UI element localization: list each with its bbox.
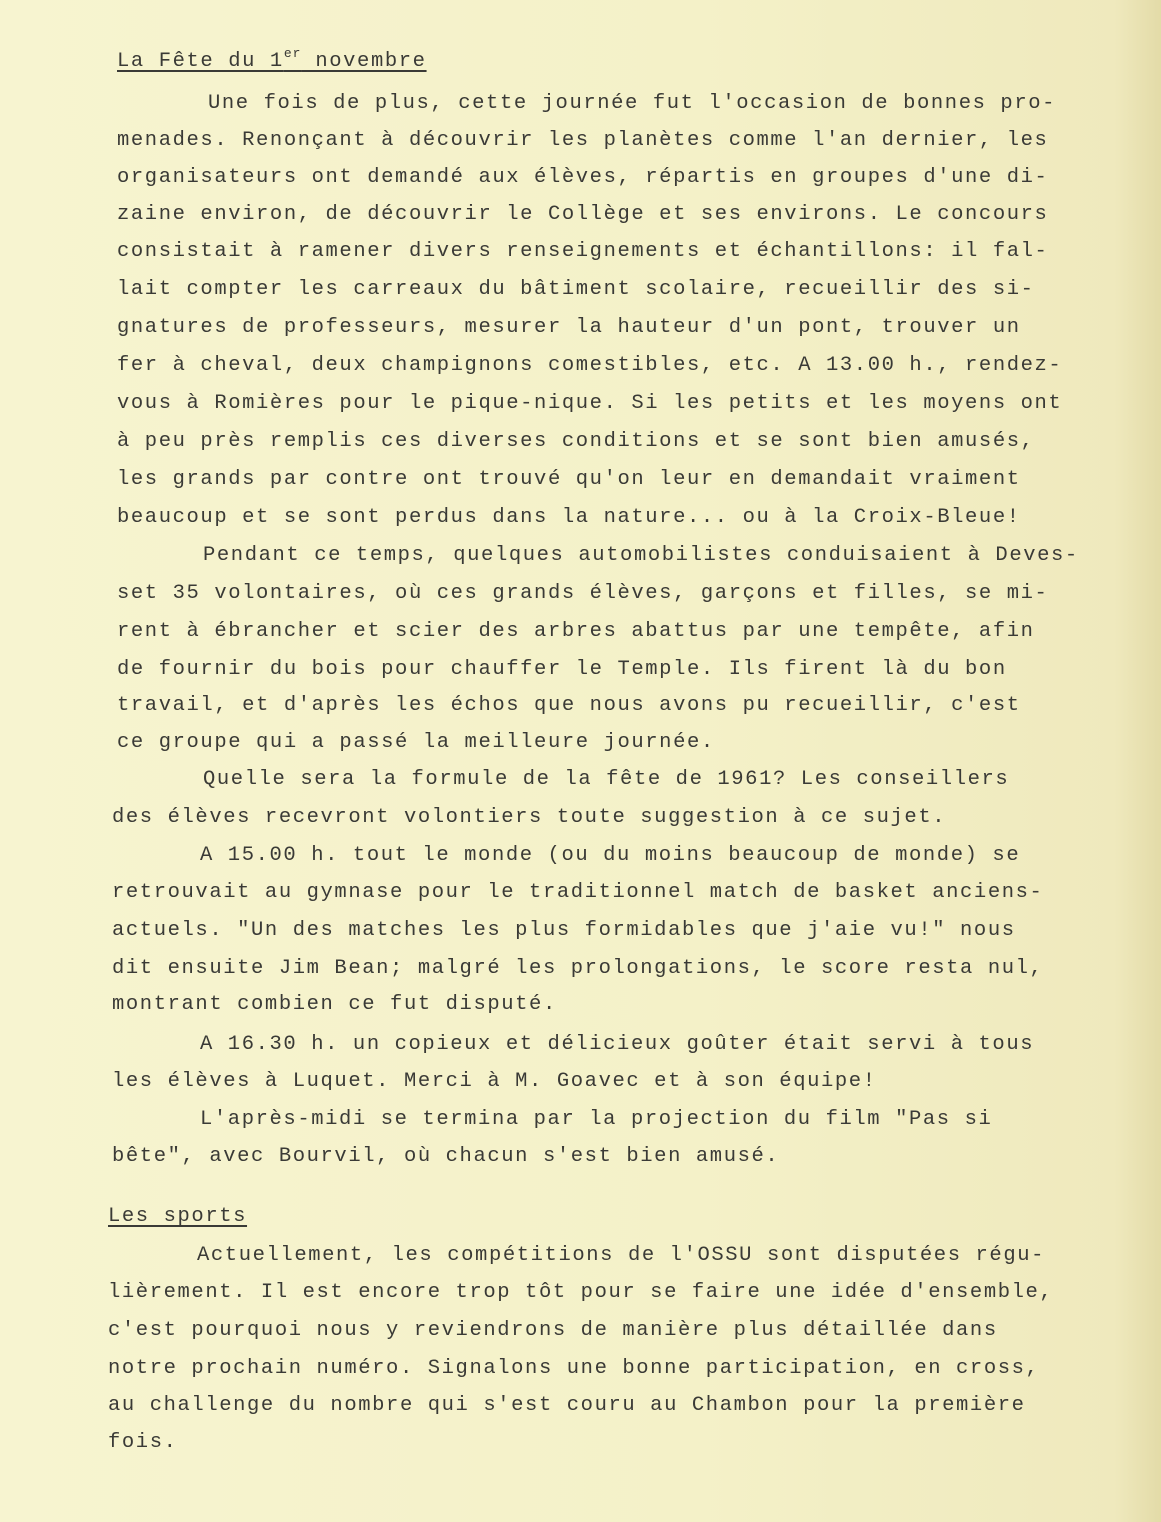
text-line: A 15.00 h. tout le monde (ou du moins beaucoup de monde) se — [200, 844, 1021, 867]
text-line: à peu près remplis ces diverses conditions et se sont bien amusés, — [117, 430, 1035, 453]
text-line: lait compter les carreaux du bâtiment scolaire, recueillir des si- — [117, 278, 1035, 301]
text-line: Actuellement, les compétitions de l'OSSU sont disputées régu- — [197, 1244, 1046, 1267]
text-line: lièrement. Il est encore trop tôt pour se faire une idée d'ensemble, — [108, 1281, 1054, 1304]
text-line: travail, et d'après les échos que nous avons pu recueillir, c'est — [117, 694, 1021, 717]
text-line: Une fois de plus, cette journée fut l'occasion de bonnes pro- — [208, 92, 1057, 115]
text-line: retrouvait au gymnase pour le traditionnel match de basket anciens- — [112, 881, 1044, 904]
text-line: zaine environ, de découvrir le Collège et ses environs. Le concours — [117, 203, 1049, 226]
text-line: des élèves recevront volontiers toute suggestion à ce sujet. — [112, 806, 947, 829]
text-line: gnatures de professeurs, mesurer la hauteur d'un pont, trouver un — [117, 316, 1021, 339]
text-line: A 16.30 h. un copieux et délicieux goûter était servi à tous — [200, 1033, 1035, 1056]
text-line: fer à cheval, deux champignons comestibles, etc. A 13.00 h., rendez- — [117, 354, 1063, 377]
text-line: les grands par contre ont trouvé qu'on leur en demandait vraiment — [117, 468, 1021, 491]
text-line: Pendant ce temps, quelques automobilistes conduisaient à Deves- — [203, 544, 1079, 567]
title-superscript: er — [283, 46, 302, 61]
text-line: actuels. "Un des matches les plus formidables que j'aie vu!" nous — [112, 919, 1016, 942]
text-line: dit ensuite Jim Bean; malgré les prolongations, le score resta nul, — [112, 957, 1044, 980]
title-end: novembre — [301, 50, 427, 73]
text-line: beaucoup et se sont perdus dans la nature... ou à la Croix-Bleue! — [117, 506, 1021, 529]
text-line: vous à Romières pour le pique-nique. Si les petits et les moyens ont — [117, 392, 1063, 415]
text-line: organisateurs ont demandé aux élèves, répartis en groupes d'une di- — [117, 166, 1049, 189]
text-line: notre prochain numéro. Signalons une bonne participation, en cross, — [108, 1357, 1040, 1380]
text-line: menades. Renonçant à découvrir les planètes comme l'an dernier, les — [117, 129, 1049, 152]
text-line: de fournir du bois pour chauffer le Temple. Ils firent là du bon — [117, 658, 1007, 681]
section-title-fete — [117, 46, 427, 74]
text-line: au challenge du nombre qui s'est couru au Chambon pour la première — [108, 1394, 1026, 1417]
section-title-sports: Les sports — [108, 1205, 248, 1228]
text-line: ce groupe qui a passé la meilleure journée. — [117, 731, 715, 754]
text-line: rent à ébrancher et scier des arbres abattus par une tempête, afin — [117, 620, 1035, 643]
text-line: Quelle sera la formule de la fête de 1961? Les conseillers — [203, 768, 1010, 791]
text-line: bête", avec Bourvil, où chacun s'est bien amusé. — [112, 1145, 780, 1168]
text-line: les élèves à Luquet. Merci à M. Goavec et à son équipe! — [112, 1070, 877, 1093]
text-line: L'après-midi se termina par la projection du film "Pas si — [200, 1108, 993, 1131]
text-line: fois. — [108, 1431, 178, 1454]
text-line: set 35 volontaires, où ces grands élèves, garçons et filles, se mi- — [117, 582, 1049, 605]
title-main: La Fête du 1 — [117, 50, 284, 73]
text-line: montrant combien ce fut disputé. — [112, 993, 557, 1016]
text-line: c'est pourquoi nous y reviendrons de manière plus détaillée dans — [108, 1319, 998, 1342]
text-line: consistait à ramener divers renseignements et échantillons: il fal- — [117, 240, 1049, 263]
